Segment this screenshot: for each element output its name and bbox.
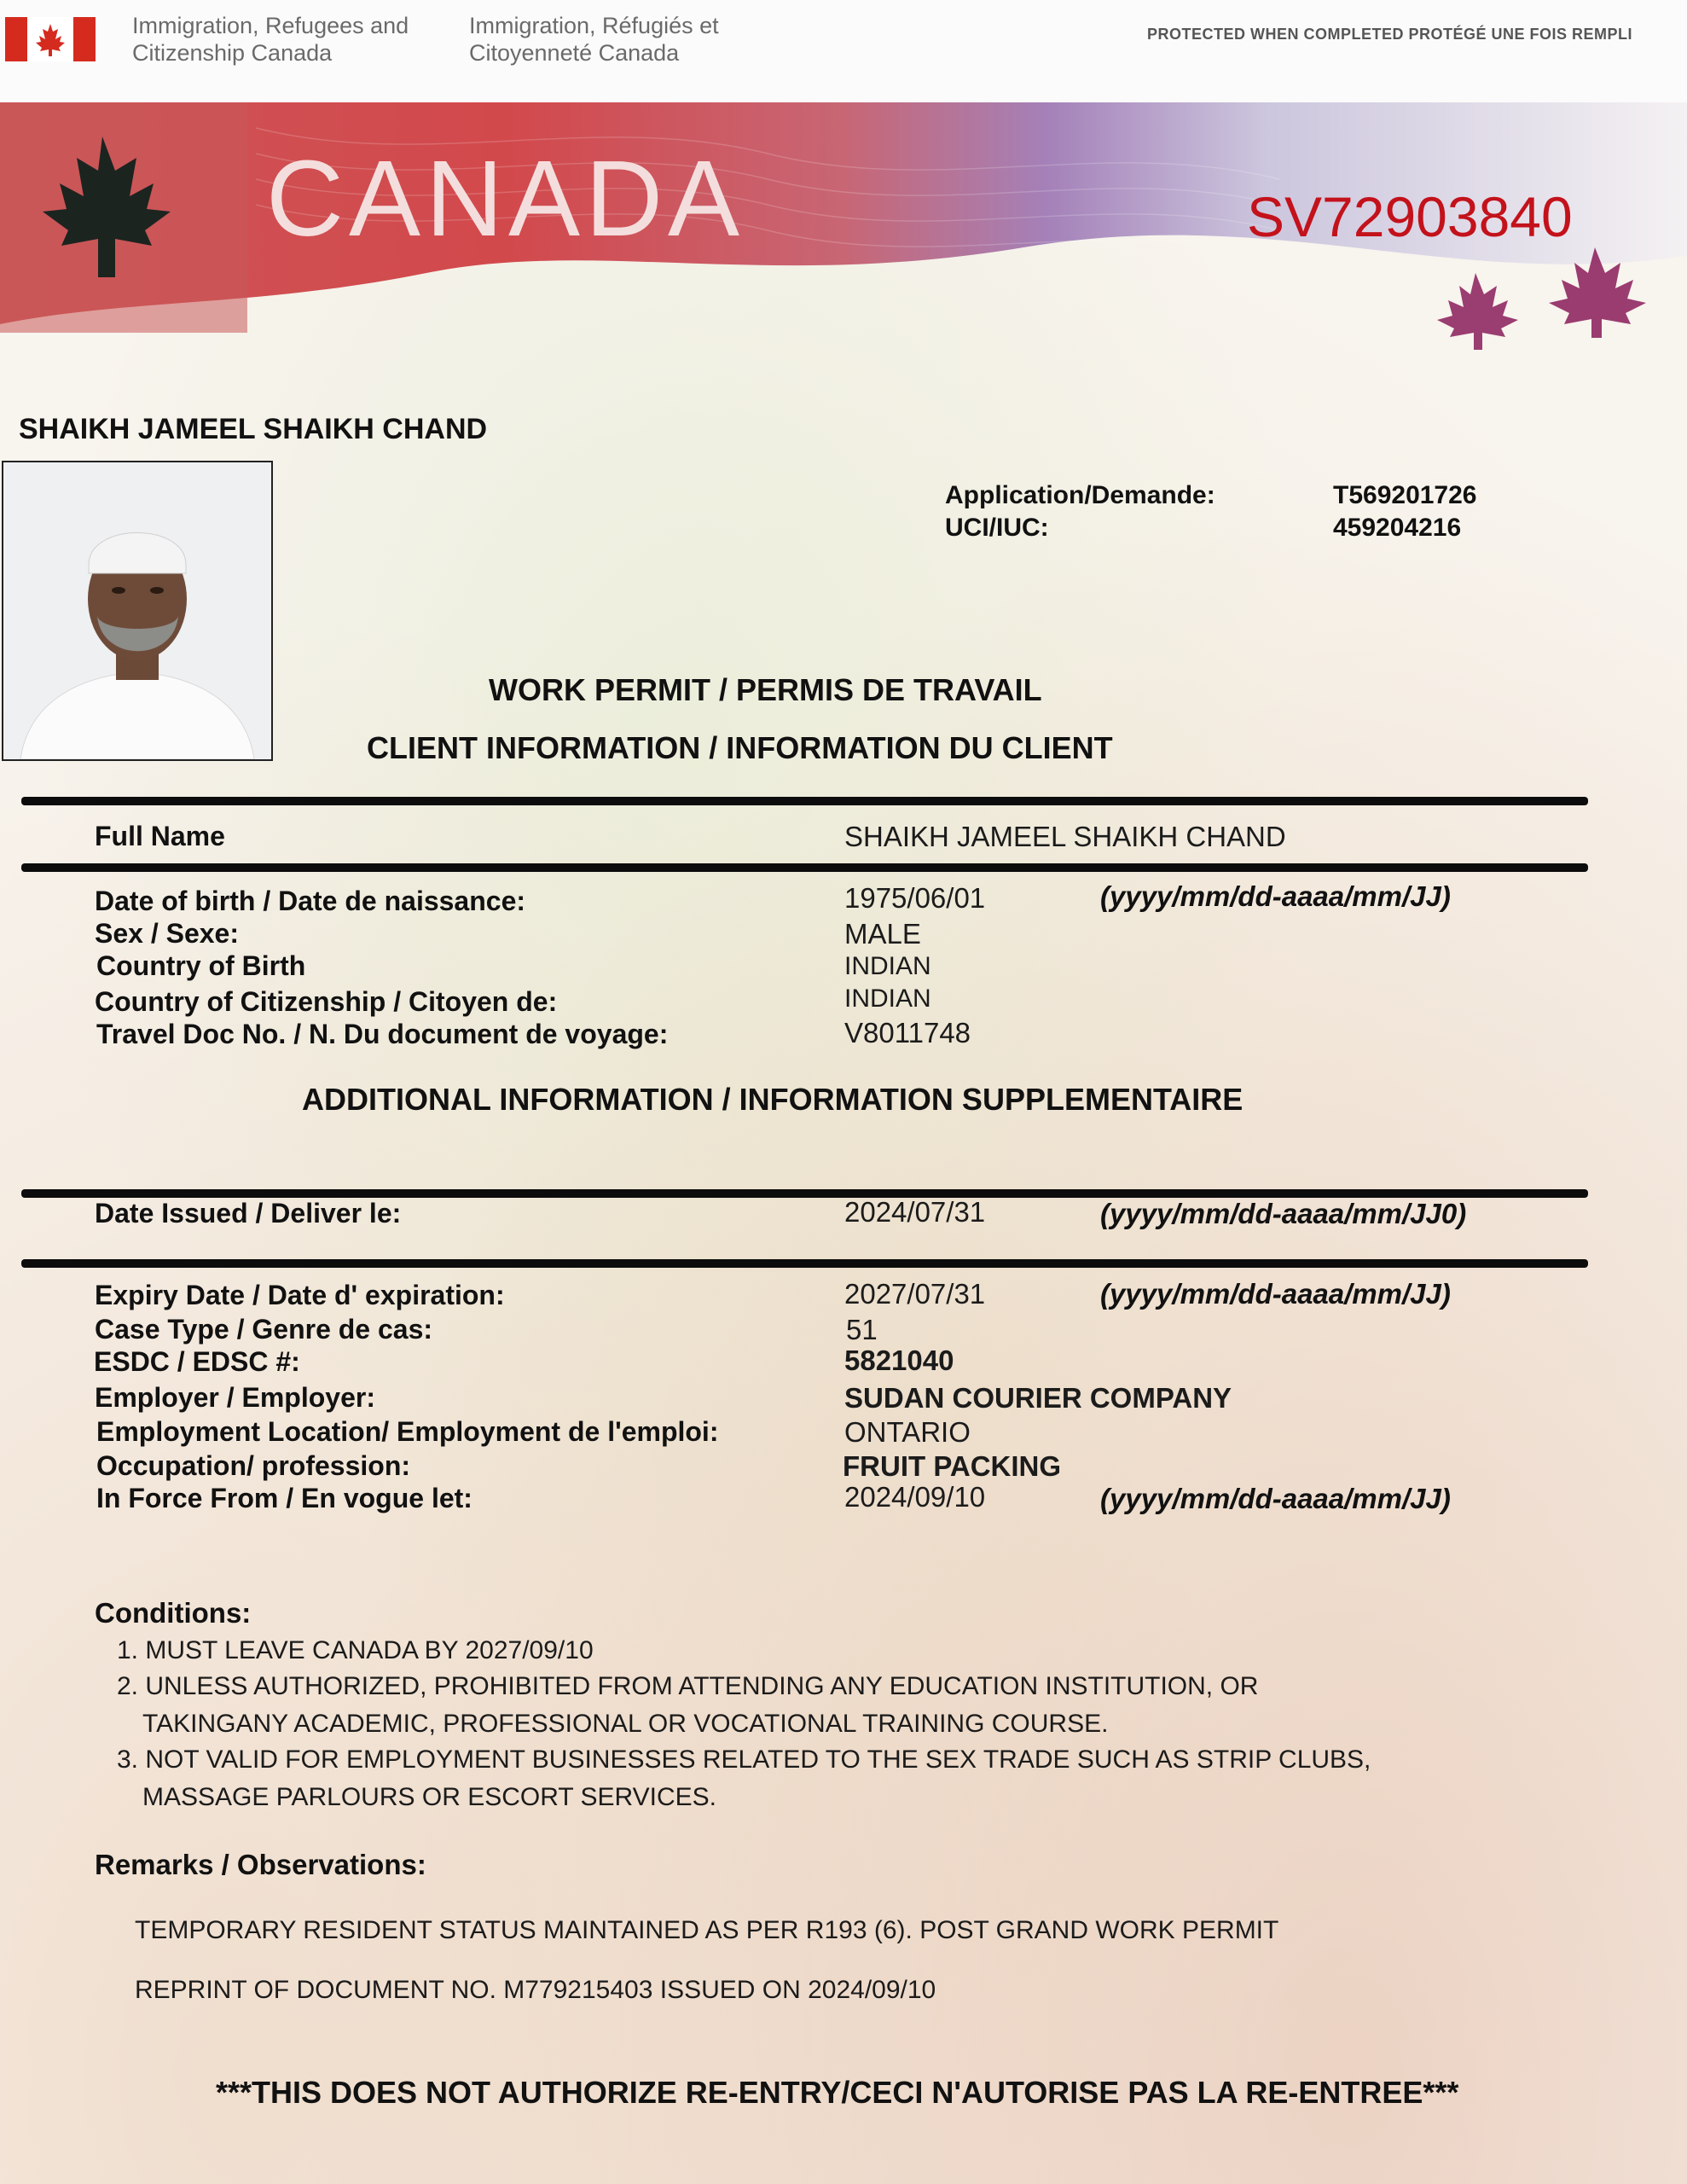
case-type-label: Case Type / Genre de cas:	[95, 1314, 433, 1345]
uci-number: 459204216	[1333, 514, 1462, 542]
divider	[21, 797, 1588, 805]
full-name-value: SHAIKH JAMEEL SHAIKH CHAND	[844, 821, 1286, 852]
esdc-label: ESDC / EDSC #:	[94, 1346, 300, 1377]
remark-line: REPRINT OF DOCUMENT NO. M779215403 ISSUED ON 2024/09/10	[135, 1976, 936, 2004]
government-header	[0, 0, 1687, 102]
employment-location-value: ONTARIO	[844, 1416, 971, 1448]
condition-item: 3. NOT VALID FOR EMPLOYMENT BUSINESSES RELATED TO THE SEX TRADE SUCH AS STRIP CLUBS,	[117, 1745, 1371, 1774]
uci-label: UCI/IUC:	[945, 514, 1049, 542]
canada-flag-icon	[5, 17, 96, 61]
esdc-value: 5821040	[844, 1345, 954, 1376]
document-serial-number: SV72903840	[1247, 185, 1573, 248]
in-force-label: In Force From / En vogue let:	[96, 1483, 472, 1513]
conditions-title: Conditions:	[95, 1597, 252, 1629]
person-photo-icon	[3, 462, 271, 759]
in-force-value: 2024/09/10	[844, 1481, 986, 1513]
additional-info-title: ADDITIONAL INFORMATION / INFORMATION SUPPLEMENTAIRE	[302, 1082, 1244, 1117]
dob-value: 1975/06/01	[844, 882, 986, 914]
department-name-en: Immigration, Refugees and Citizenship Canada	[132, 13, 409, 66]
occupation-label: Occupation/ profession:	[96, 1450, 411, 1481]
date-format-hint: (yyyy/mm/dd-aaaa/mm/JJ0)	[1100, 1198, 1467, 1229]
remarks-title: Remarks / Observations:	[95, 1849, 426, 1880]
department-name-fr: Immigration, Réfugiés et Citoyenneté Canada	[469, 13, 719, 66]
birth-country-label: Country of Birth	[96, 950, 306, 981]
employer-label: Employer / Employer:	[95, 1382, 375, 1413]
holder-name: SHAIKH JAMEEL SHAIKH CHAND	[19, 413, 488, 445]
sex-value: MALE	[844, 918, 921, 950]
expiry-date-value: 2027/07/31	[844, 1278, 986, 1310]
divider	[21, 1189, 1588, 1198]
date-format-hint: (yyyy/mm/dd-aaaa/mm/JJ)	[1100, 880, 1451, 912]
sex-label: Sex / Sexe:	[95, 918, 239, 949]
occupation-value: FRUIT PACKING	[843, 1450, 1062, 1482]
citizenship-label: Country of Citizenship / Citoyen de:	[95, 986, 558, 1017]
condition-item: 1. MUST LEAVE CANADA BY 2027/09/10	[117, 1636, 594, 1664]
holder-photo	[2, 461, 273, 761]
dob-label: Date of birth / Date de naissance:	[95, 886, 526, 916]
divider	[21, 1259, 1588, 1268]
birth-country-value: INDIAN	[844, 952, 931, 980]
divider	[21, 863, 1588, 872]
case-type-value: 51	[846, 1314, 878, 1345]
date-issued-label: Date Issued / Deliver le:	[95, 1198, 402, 1228]
travel-doc-label: Travel Doc No. / N. Du document de voyage:	[96, 1019, 669, 1049]
application-label: Application/Demande:	[945, 481, 1215, 509]
condition-item: MASSAGE PARLOURS OR ESCORT SERVICES.	[142, 1783, 716, 1811]
reentry-notice: ***THIS DOES NOT AUTHORIZE RE-ENTRY/CECI N'AUTORISE PAS LA RE-ENTREE***	[216, 2075, 1459, 2110]
protected-notice: PROTECTED WHEN COMPLETED PROTÉGÉ UNE FOIS REMPLI	[1147, 26, 1633, 43]
date-issued-value: 2024/07/31	[844, 1196, 986, 1228]
citizenship-value: INDIAN	[844, 985, 931, 1013]
date-format-hint: (yyyy/mm/dd-aaaa/mm/JJ)	[1100, 1278, 1451, 1310]
condition-item: TAKINGANY ACADEMIC, PROFESSIONAL OR VOCATIONAL TRAINING COURSE.	[142, 1710, 1109, 1738]
remark-line: TEMPORARY RESIDENT STATUS MAINTAINED AS PER R193 (6). POST GRAND WORK PERMIT	[135, 1916, 1279, 1944]
application-number: T569201726	[1333, 481, 1477, 509]
date-format-hint: (yyyy/mm/dd-aaaa/mm/JJ)	[1100, 1483, 1451, 1514]
expiry-date-label: Expiry Date / Date d' expiration:	[95, 1280, 505, 1310]
employer-value: SUDAN COURIER COMPANY	[844, 1382, 1232, 1414]
employment-location-label: Employment Location/ Employment de l'emploi:	[96, 1416, 719, 1447]
condition-item: 2. UNLESS AUTHORIZED, PROHIBITED FROM ATTENDING ANY EDUCATION INSTITUTION, OR	[117, 1672, 1259, 1700]
work-permit-title: WORK PERMIT / PERMIS DE TRAVAIL	[489, 672, 1042, 707]
full-name-label: Full Name	[95, 821, 225, 851]
banner-country-word: CANADA	[266, 138, 745, 258]
travel-doc-value: V8011748	[844, 1017, 971, 1048]
client-info-title: CLIENT INFORMATION / INFORMATION DU CLIENT	[367, 730, 1113, 765]
